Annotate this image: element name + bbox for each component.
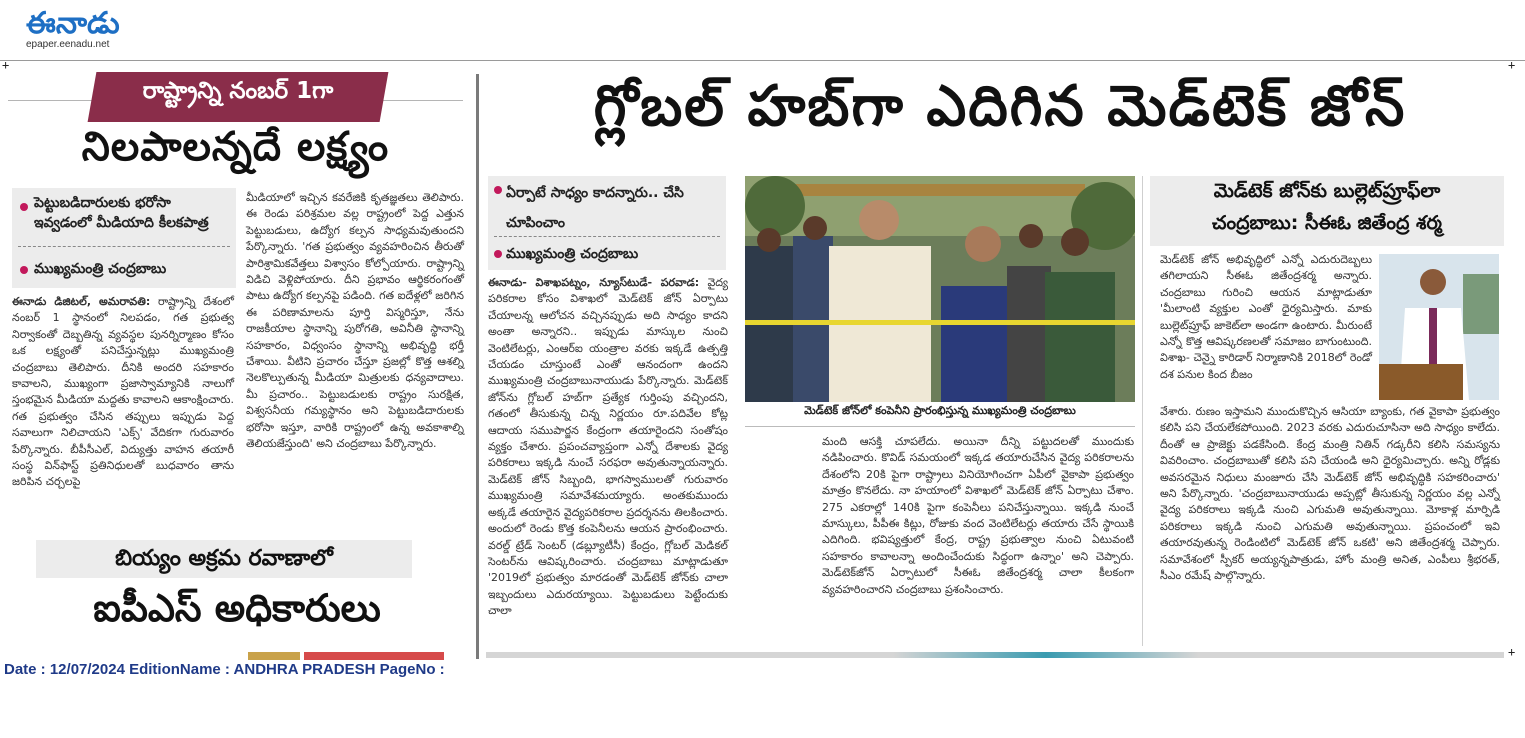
column-divider: [476, 74, 479, 659]
main-byline: ఈనాడు- విశాఖపట్నం, న్యూస్‌టుడే- పరవాడ:: [488, 276, 700, 289]
side-headline-2: చంద్రబాబు: సీఈఓ జితేంద్ర శర్మ: [1212, 212, 1442, 234]
photo-caption: మెడ్‌టెక్ జోన్‌లో కంపెనీని ప్రారంభిస్తున్న ముఖ్యమంత్రి చంద్రబాబు: [804, 404, 1076, 417]
main-body-col-2: మంది ఆసక్తి చూపలేదు. అయినా దీన్ని పట్టుదలతో ముందుకు నడిపించారు. కొవిడ్ సమయంలో ఇక్కడ తయారుచేసిన వైద్య పరికరాలను దేశంలోని 20కి పైగా రాష్ట్రాలు వినియోగించగా ఏపీలో వైకాపా ప్రభుత్వం మాత్రం కొనలేదు. నా హయాంలో విశాఖలో మెడ్‌టెక్ జోన్ ఏర్పాటు చేశాం. 275 ఎకరాల్లో 140కి పైగా కంపెనీలు పనిచేస్తున్నాయి. ఇక్కడి నుంచే మాస్కులు, పీపీఈ కిట్లు, రోజుకు వంద వెంటిలేటర్లు తయారు చేసే స్థాయికి ఎదిగింది. భవిష్యత్తులో కేంద్ర, రాష్ట్ర ప్రభుత్వాల నుంచి ఏటువంటి సహకారం కావాలన్నా అందించేందుకు సిద్ధంగా ఉన్నాం' అని చెప్పారు. మెడ్‌టెక్‌జోన్ ఏర్పాటులో సీఈఓ జితేంద్రశర్మ చాలా కీలకంగా వ్యవహరించారని చంద్రబాబు ప్రశంసించారు.: [822, 435, 1134, 596]
left-body-col-2: మీడియాలో ఇచ్చిన కవరేజికి కృతజ్ఞతలు తెలిపారు. ఈ రెండు పరిశ్రమల వల్ల రాష్ట్రంలో పెద్ద ఎత్తున పెట్టుబడులు, ఉద్యోగ కల్పన సాధ్యమవుతుందని పేర్కొన్నారు. 'గత ప్రభుత్వం వ్యవహరించిన తీరుతో పారిశ్రామికవేత్తలు విశ్వాసం కోల్పోయారు. రాష్ట్రాన్ని విడిచి వెళ్లిపోయారు. దీని ప్రభావం ఆర్థికరంగంతో పాటు ఉద్యోగ కల్పనపై పడింది. గత ఐదేళ్లలో జరిగిన ఈ పరిణామాలను పూర్తి విస్మరిస్తూ, నేను రాజకీయాల స్థానాన్ని పురోగతి, అవినీతి స్థానాన్ని సహకారం, విధ్వంసం స్థానాన్ని అభివృద్ధి భర్తీ చేశాయి. వీటిని ప్రచారం చేస్తూ ప్రజల్లో కొత్త ఆశల్ని నెలకొల్పుతున్న మీడియా మిత్రులకు ధన్యవాదాలు. మీ ప్రచారం.. పెట్టుబడులకు రాష్ట్రం సురక్షిత, విశ్వసనీయ గమ్యస్థానం అని పెట్టుబడిదారులకు భరోసా ఇస్తూ, వారికి రాష్ట్రంలో ఉన్న అవకాశాల్ని తెలియజేస్తుంది' అని చంద్రబాబు పేర్కొన్నారు.: [246, 191, 464, 451]
crop-mark-bottom-right: +: [1508, 645, 1516, 659]
side-body-bottom: వేశారు. రుణం ఇస్తామని ముందుకొచ్చిన ఆసియా బ్యాంకు, గత వైకాపా ప్రభుత్వం కలిసి పని చేయలేకపోయింది. 2023 వరకు ఎదురుచూసినా అది సాధ్యం కాలేదు. దీంతో ఆ ప్రాజెక్టు పడకేసింది. కేంద్ర మంత్రి నితిన్ గడ్కరీని కలిసి సమస్యను వివరించాం. చంద్రబాబుతో కలిసి పని చేయండి అని ధైర్యమిచ్చారు. అన్ని రోడ్లకు అవసరమైన నిధులు మంజూరు చేసి మెడ్‌టెక్ జోన్ అభివృద్ధికి సహకరించారు' అని పేర్కొన్నారు. 'చంద్రబాబునాయుడు అప్పట్లో తీసుకున్న నిర్ణయం వల్ల ఎన్నో వైద్య పరికరాలు ఇక్కడి నుంచి ఎగుమతి అవుతున్నాయి. మోకాళ్ల మార్పిడి పరికరాలు ఇక్కడి నుంచి ఎగుమతి అవుతున్నాయి. ప్రపంచంలో ఇవి తయారవుతున్న రెండింటిలో మెడ్‌టెక్ జోన్ ఒకటి' అని జితేంద్రశర్మ చెప్పారు. సమావేశంలో స్పీకర్ అయ్యన్నపాత్రుడు, హోం మంత్రి అనిత, ఎంపీలు శ్రీభరత్, సీఎం రమేష్ పాల్గొన్నారు.: [1160, 405, 1500, 583]
ribbon-cutting-photo: [745, 176, 1135, 402]
page-bottom-bar: [486, 652, 1504, 658]
bullet-icon: [20, 266, 28, 274]
left-body-col-1: [12, 294, 234, 491]
highlight-divider: [494, 236, 720, 237]
left-headline: నిలపాలన్నదే లక్ష్యం: [81, 124, 390, 170]
left-story: [8, 66, 466, 660]
left-col1-text: రాష్ట్రాన్ని దేశంలో నంబర్ 1 స్థానంలో నిలపడం, గత ప్రభుత్వ నిర్వాకంతో దెబ్బతిన్న వ్యవస్థల పునర్నిర్మాణం కోసం ఒక లక్ష్యంతో పనిచేస్తున్నట్లు ముఖ్యమంత్రి చంద్రబాబు తెలిపారు. దీనికి అందరి సహకారం కావాలని, ముఖ్యంగా ప్రజాస్వామ్యానికి నాలుగో స్తంభమైన మీడియా మద్దతు కావాలని ఆకాంక్షించారు. గత ప్రభుత్వం చేసిన తప్పులు ఇప్పుడు పెద్ద సవాలుగా నిలిచాయని 'ఎక్స్' వేదికగా గురువారం పేర్కొన్నారు. బీపీసీఎల్, విద్యుత్తు వాహన తయారీ సంస్థ విన్‌ఫాస్ట్ ప్రతినిధులతో బుధవారం తాను జరిపిన చర్చలపై: [12, 295, 234, 489]
bullet-icon: [494, 186, 502, 194]
edition-footer: Date : 12/07/2024 EditionName : ANDHRA PRADESH PageNo :: [4, 661, 445, 678]
left-highlight-2: ముఖ్యమంత్రి చంద్రబాబు: [34, 261, 167, 277]
logo-wordmark: [26, 4, 136, 40]
bullet-icon: [20, 203, 28, 211]
left-byline: ఈనాడు డిజిటల్, అమరావతి:: [12, 295, 151, 308]
main-highlight-1: ఏర్పాటే సాధ్యం కాదన్నారు.. చేసి చూపించాం: [506, 185, 684, 231]
main-body-col-1-top: [488, 275, 728, 620]
crop-mark-left: +: [2, 58, 10, 72]
left-kicker: రాష్ట్రాన్ని నంబర్ 1గా: [142, 78, 334, 104]
eenadu-logo[interactable]: [26, 4, 136, 40]
site-address: epaper.eenadu.net: [26, 39, 110, 50]
column-divider: [1142, 176, 1143, 646]
caption-rule: [745, 426, 1135, 427]
sub-headline: ఐపీఎస్ అధికారులు: [93, 586, 381, 630]
left-highlight-1: పెట్టుబడిదారులకు భరోసా ఇవ్వడంలో మీడియాది కీలకపాత్ర: [34, 195, 209, 231]
sub-kicker: బియ్యం అక్రమ రవాణాలో: [115, 546, 333, 571]
main-highlight-2: ముఖ్యమంత్రి చంద్రబాబు: [506, 246, 639, 262]
main-col1-text: వైద్య పరికరాల కోసం విశాఖలో మెడ్‌టెక్ జోన్ ఏర్పాటు చేయాలన్న ఆలోచన వచ్చినప్పుడు అది సాధ్యం కాదని అంతా అన్నారని.. ఇప్పుడు మాస్కుల నుంచి వెంటిలేటర్లు, ఎంఆర్ఐ యంత్రాల వరకు ఇక్కడే ఉత్పత్తి చేయడం చూస్తుంటే ఎంతో ఆనందంగా ఉందని ముఖ్యమంత్రి చంద్రబాబునాయుడు పేర్కొన్నారు. మెడ్‌టెక్ జోన్‌ను గ్లోబల్ హబ్‌గా ప్రత్యేక గుర్తింపు వచ్చిందని, గతంలో తీసుకున్న చిన్న నిర్ణయం రూ.పదివేల కోట్ల ఆదాయ సముపార్జన కేంద్రంగా తయారైందని సంతోషం వ్యక్తం చేశారు. ప్రపంచవ్యాప్తంగా ఎన్నో దేశాలకు వైద్య పరికరాలు ఇక్కడి నుంచే సరఫరా అవుతున్నాయన్నారు. మెడ్‌టెక్ జోన్ సిబ్బంది, భాగస్వాములతో గురువారం ముఖ్యమంత్రి సమావేశమయ్యారు. అంతకుముందు అక్కడే తయారైన వైద్యపరికరాల ప్రదర్శనను తిలకించారు. అందులో రెండు కొత్త కంపెనీలను ఆయన ప్రారంభించారు. వరల్డ్ ట్రేడ్ సెంటర్ (డబ్ల్యూటీసీ) కేంద్రం, గ్లోబల్ మెడికల్ సెంటర్‌ను ఆవిష్కరించారు. చంద్రబాబు మాట్లాడుతూ '2019లో ప్రభుత్వం మారడంతో మెడ్‌టెక్ జోన్‌కు చాలా ఇబ్బందులు ఎదురయ్యాయి. పెట్టుబడులు పెట్టేందుకు చాలా: [488, 276, 728, 618]
side-body-top: మెడ్‌టెక్ జోన్ అభివృద్ధిలో ఎన్నో ఎదురుదెబ్బలు తగిలాయని సీఈఓ జితేంద్రశర్మ అన్నారు. చంద్రబాబు గురించి ఆయన మాట్లాడుతూ 'మీలాంటి వ్యక్తుల ఎంతో ధైర్యమిస్తారు. మాకు బుల్లెట్‌ప్రూఫ్ జాకెట్‌లా అండగా ఉంటారు. మీరుంటే ఎన్నో కొత్త ఆవిష్కరణలతో సమాజం బాగుంటుంది. విశాఖ- చెన్నై కారిడార్ నిర్మాణానికి 2018లో రెండో దశ పనుల కింద బీజం: [1160, 253, 1372, 381]
side-headline-1: మెడ్‌టెక్ జోన్‌కు బుల్లెట్‌ప్రూఫ్‌లా: [1213, 180, 1441, 202]
bullet-icon: [494, 250, 502, 258]
main-headline: గ్లోబల్ హబ్‌గా ఎదిగిన మెడ్‌టెక్ జోన్: [593, 74, 1407, 139]
next-story-image-strip: [304, 652, 444, 660]
next-story-image-strip: [248, 652, 300, 660]
news-photo: [745, 176, 1135, 402]
header-rule: [0, 60, 1525, 61]
crop-mark-right: +: [1508, 58, 1516, 72]
speaker-at-podium-photo: [1379, 254, 1499, 400]
ceo-portrait: [1379, 254, 1499, 400]
logo-text: ఈనాడు: [26, 6, 120, 40]
highlight-divider: [18, 246, 230, 247]
